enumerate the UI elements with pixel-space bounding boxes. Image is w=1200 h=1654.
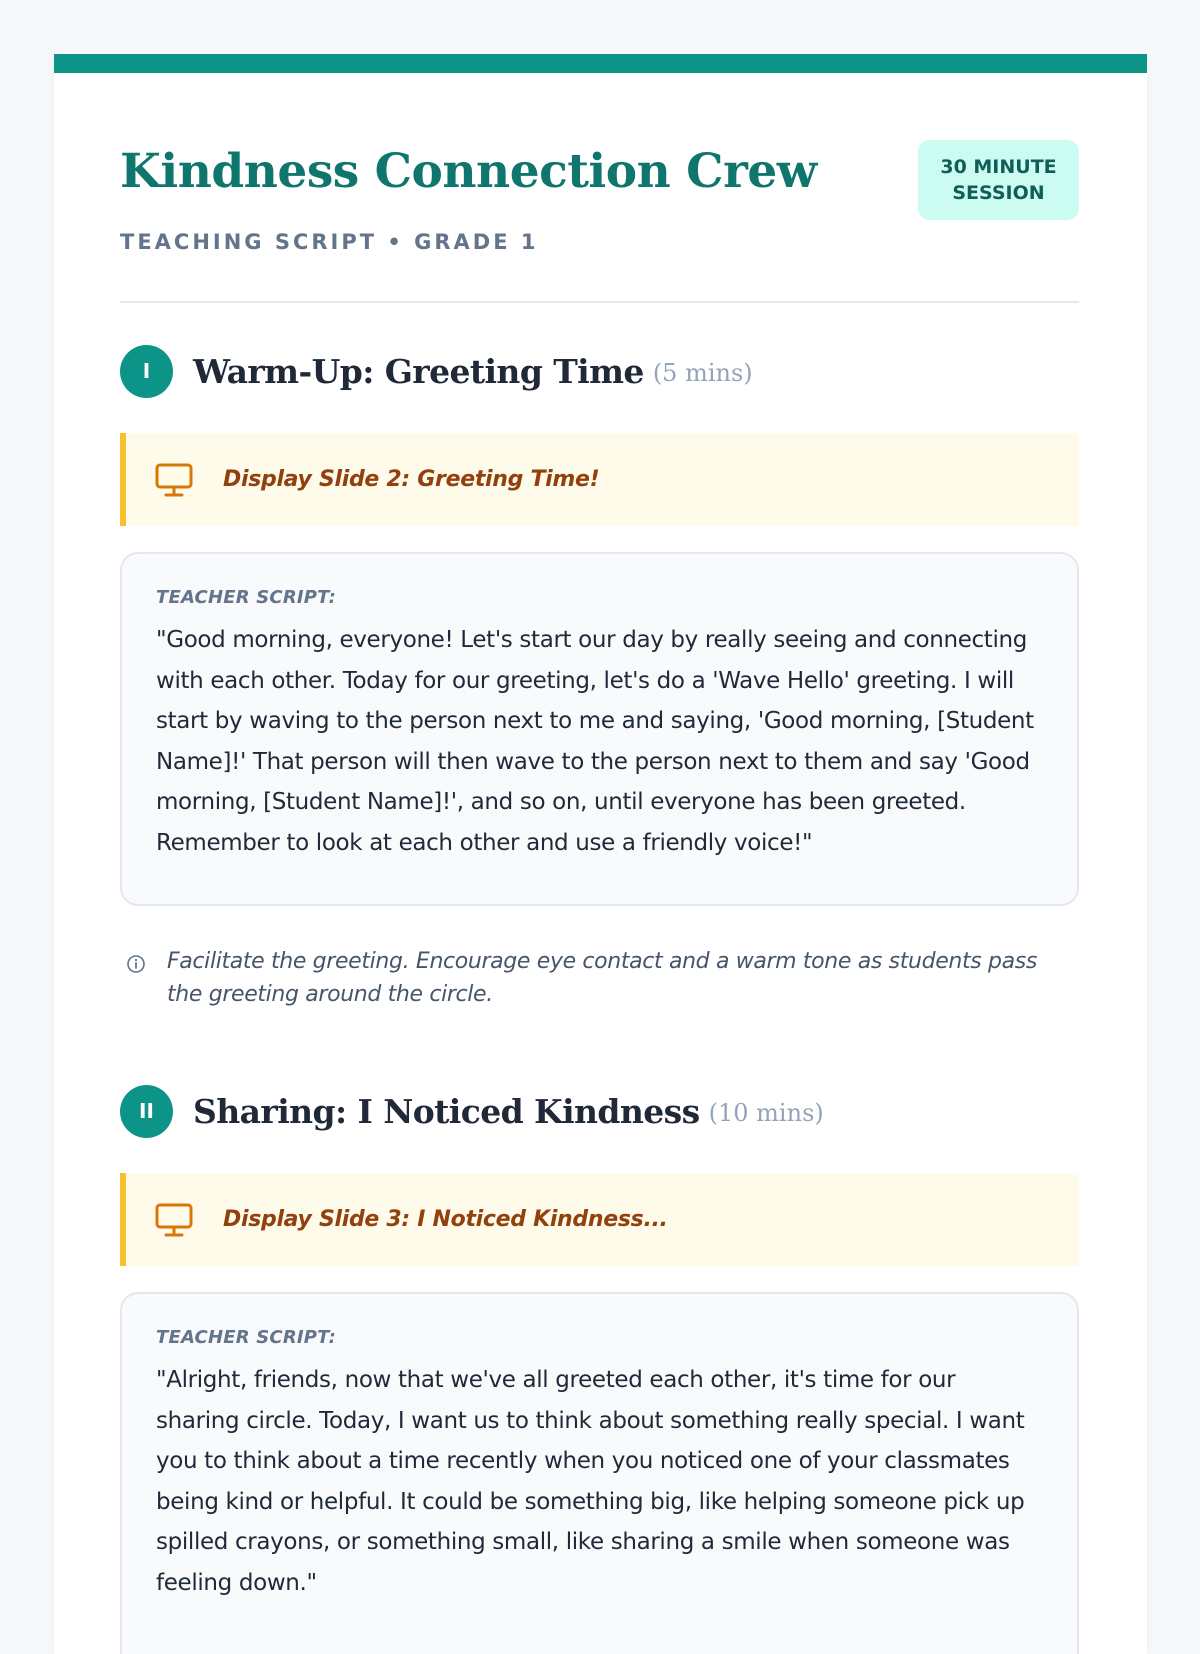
page-subtitle: TEACHING SCRIPT • GRADE 1 [120,230,539,254]
section-header-sharing [120,1084,824,1138]
info-icon [126,954,146,974]
lesson-content [120,73,1079,1596]
section-duration: (10 mins) [708,1099,824,1127]
section-header-warm-up [120,344,753,398]
teacher-script-text: "Alright, friends, now that we've all greeted each other, it's time for our sharing circle. Today, I want us to think about something really special. I want you to think about a time recently when you noticed one of your classmates being kind or helpful. It could be something big, like helping someone pick up spilled crayons, or something small, like sharing a smile when someone was feeling down." [156,1367,1025,1596]
monitor-icon [155,462,193,498]
page-title: Kindness Connection Crew [120,144,817,199]
slide-callout [120,433,1079,526]
slide-instruction: Display Slide 3: I Noticed Kindness... [223,1207,668,1232]
monitor-icon [155,1202,193,1238]
section-title: Sharing: I Noticed Kindness [193,1091,700,1131]
lesson-header [120,73,1079,303]
slide-instruction: Display Slide 2: Greeting Time! [223,467,600,492]
section-duration: (5 mins) [652,359,753,387]
facilitator-note-text: Facilitate the greeting. Encourage eye contact and a warm tone as students pass the greeting around the circle. [167,949,1037,1007]
slide-callout [120,1173,1079,1266]
teacher-script-text: "Good morning, everyone! Let's start our day by really seeing and connecting with each other. Today for our greeting, let's do a 'Wave Hello' greeting. I will start by waving to the person next to me and saying, 'Good morning, [Student Name]!' That person will then wave to the person next to them and say 'Good morning, [Student Name]!', and so on, until everyone has been greeted. Remember to look at each other and use a friendly voice!" [156,627,1034,856]
teacher-script-label: TEACHER SCRIPT: [156,1327,337,1348]
teacher-script-box [120,552,1079,906]
section-number-badge: I [120,345,173,398]
lesson-card [54,54,1147,1654]
facilitator-note [120,945,1079,1011]
session-length-badge: 30 MINUTE SESSION [918,140,1079,220]
section-title: Warm-Up: Greeting Time [193,351,644,391]
section-number-badge: II [120,1085,173,1138]
teacher-script-label: TEACHER SCRIPT: [156,587,337,608]
